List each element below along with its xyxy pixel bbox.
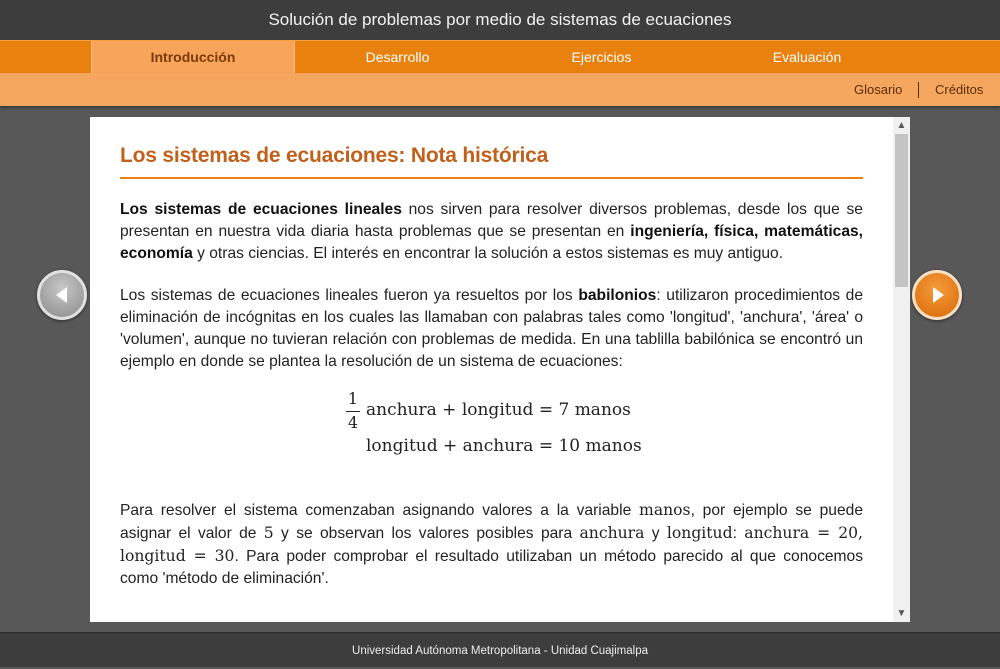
text: y se observan los valores posibles para (273, 525, 580, 542)
previous-page-button[interactable] (37, 270, 87, 320)
bold-text: ingeniería, física, matemáticas, economía (120, 223, 863, 262)
creditos-link[interactable]: Créditos (935, 82, 984, 97)
text: Los sistemas de ecuaciones lineales fueron ya resueltos por los (120, 287, 579, 304)
tab-introduccion[interactable]: Introducción (91, 41, 295, 73)
article (120, 145, 863, 590)
paragraph-solution (120, 499, 863, 590)
paragraph-intro (120, 199, 863, 265)
text: , por ejemplo se puede asignar el valor de (120, 502, 863, 542)
bold-text: Los sistemas de ecuaciones lineales (120, 201, 402, 218)
math-var: manos (639, 501, 691, 519)
footer: Universidad Autónoma Metropolitana - Unidad Cuajimalpa (0, 632, 1000, 667)
text: : utilizaron procedimientos de eliminación de incógnitas en los cuales las llamaban con palabras tales como 'longitud', 'anchura', 'área' o 'volumen', aunque no tuvieran relación con problemas de medida. En una tablilla babilónica se encontró un ejemplo en donde se plantea la resolución de un sistema de ecuaciones: (120, 287, 863, 370)
text: : (732, 525, 745, 542)
arrow-right-icon (915, 273, 959, 317)
math-var: anchura (579, 524, 645, 542)
equation-line-1: anchura + longitud = 7 manos (366, 400, 631, 420)
math-var: anchura = 20, longitud = 30 (120, 524, 863, 565)
text: y otras ciencias. El interés en encontrar la solución a estos sistemas es muy antiguo. (192, 245, 784, 262)
secondary-nav (0, 73, 1000, 106)
content-panel[interactable] (90, 117, 910, 622)
next-page-button[interactable] (912, 270, 962, 320)
bold-text: babilonios (578, 287, 657, 304)
text: . Para poder comprobar el resultado utilizaban un método parecido al que conocemos como 'método de eliminación'. (120, 548, 863, 587)
text: y (644, 525, 667, 542)
text: nos sirven para resolver diversos problemas, desde los que se presentan en nuestra vida diaria hasta problemas que se presentan en (120, 201, 863, 240)
scrollbar-thumb[interactable] (895, 134, 908, 287)
subnav-divider (918, 82, 919, 98)
app-title: Solución de problemas por medio de sistemas de ecuaciones (0, 0, 1000, 40)
page-title: Los sistemas de ecuaciones: Nota histórica (120, 145, 863, 179)
tab-ejercicios[interactable]: Ejercicios (571, 49, 632, 65)
main-nav (0, 40, 1000, 73)
equation-system (120, 389, 863, 479)
math-var: 5 (263, 524, 274, 542)
fraction-numerator: 1 (347, 389, 359, 408)
paragraph-babilonios (120, 285, 863, 373)
fraction (346, 389, 360, 433)
tab-desarrollo[interactable]: Desarrollo (365, 49, 430, 65)
scroll-up-icon[interactable]: ▲ (896, 120, 907, 131)
scrollbar[interactable] (893, 117, 910, 622)
fraction-denominator: 4 (347, 413, 359, 432)
text: Para resolver el sistema comenzaban asignando valores a la variable (120, 502, 640, 519)
math-var: longitud (666, 524, 733, 542)
arrow-left-icon (40, 273, 84, 317)
scroll-down-icon[interactable]: ▼ (896, 608, 907, 619)
tab-evaluacion[interactable]: Evaluación (772, 49, 842, 65)
equation-line-2: longitud + anchura = 10 manos (366, 436, 642, 456)
glosario-link[interactable]: Glosario (854, 82, 903, 97)
